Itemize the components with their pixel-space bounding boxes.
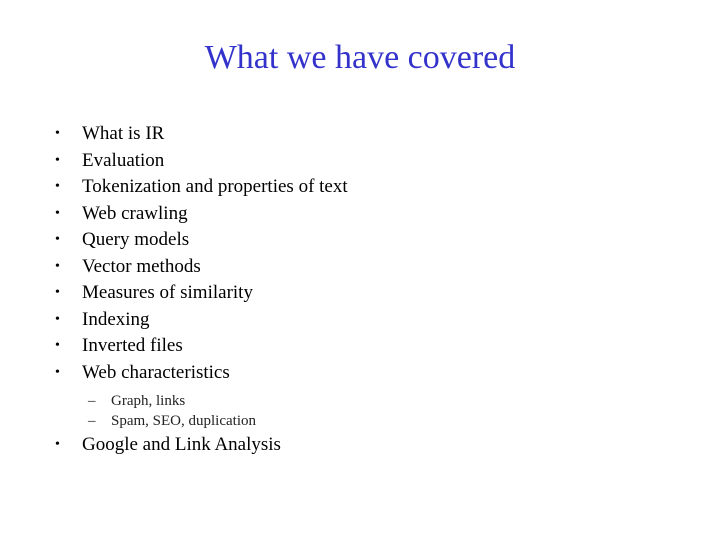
sub-bullet-list xyxy=(55,391,348,431)
sub-bullet-marker: – xyxy=(88,393,96,409)
sub-bullet-item xyxy=(88,391,348,411)
bullet-text: Measures of similarity xyxy=(82,282,253,303)
bullet-text: Vector methods xyxy=(82,255,201,277)
sub-bullet-marker: – xyxy=(88,413,96,429)
bullet-marker: • xyxy=(55,258,60,274)
slide-title: What we have covered xyxy=(204,39,516,76)
bullet-marker: • xyxy=(55,205,60,221)
bullet-item xyxy=(55,148,348,175)
bullet-marker: • xyxy=(55,364,60,380)
bullet-text: Web crawling xyxy=(82,202,188,224)
bullet-item xyxy=(55,432,348,459)
bullet-item xyxy=(55,280,348,307)
bullet-text: What is IR xyxy=(82,123,165,144)
bullet-marker: • xyxy=(55,338,60,353)
bullet-text: Evaluation xyxy=(82,149,165,171)
bullet-item xyxy=(55,121,348,148)
bullet-text: Tokenization and properties of text xyxy=(82,176,348,197)
bullet-text: Inverted files xyxy=(82,335,183,356)
bullet-item xyxy=(55,254,348,281)
sub-bullet-text: Spam, SEO, duplication xyxy=(111,413,256,429)
bullet-marker: • xyxy=(55,126,60,141)
bullet-marker: • xyxy=(55,179,60,194)
bullet-item xyxy=(55,333,348,360)
bullet-item xyxy=(55,360,348,387)
sub-bullet-group xyxy=(55,386,348,432)
bullet-marker: • xyxy=(55,232,60,247)
bullet-text: Google and Link Analysis xyxy=(82,434,281,455)
bullet-text: Indexing xyxy=(82,308,150,330)
bullet-item xyxy=(55,201,348,228)
bullet-item xyxy=(55,307,348,334)
bullet-marker: • xyxy=(55,285,60,300)
bullet-text: Web characteristics xyxy=(82,361,230,383)
bullet-marker: • xyxy=(55,152,60,168)
bullet-text: Query models xyxy=(82,229,190,250)
sub-bullet-text: Graph, links xyxy=(111,393,186,409)
bullet-list xyxy=(55,121,348,459)
bullet-marker: • xyxy=(55,311,60,327)
bullet-item xyxy=(55,227,348,254)
sub-bullet-item xyxy=(88,411,348,431)
bullet-item xyxy=(55,174,348,201)
bullet-marker: • xyxy=(55,437,60,452)
